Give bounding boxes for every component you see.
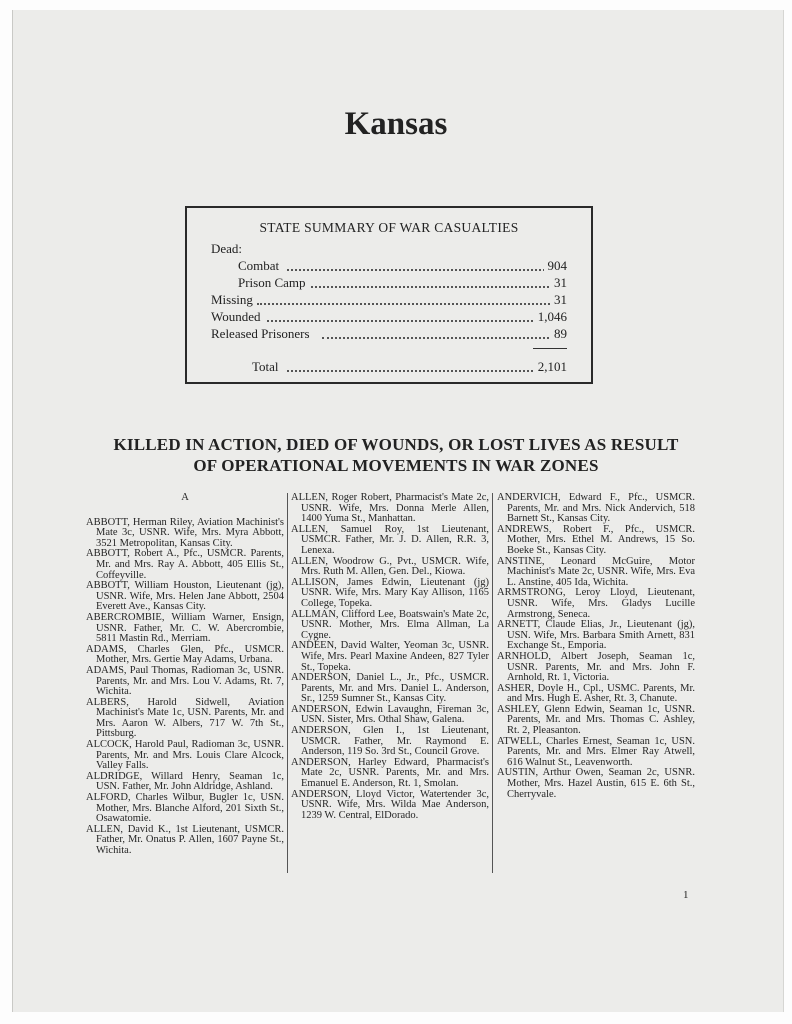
summary-row-value: 904 [544, 258, 568, 274]
casualty-entry: ANDERSON, Harley Edward, Pharmacist's Mate 2c, USNR. Parents, Mr. and Mrs. Emanuel E. Anderson, Rt. 1, Smolan. [291, 756, 489, 790]
casualty-entry: ABBOTT, Herman Riley, Aviation Machinist's Mate 3c, USNR. Wife, Mrs. Myra Abbott, 3521 Metropolitan, Kansas City. [86, 516, 284, 549]
leader-dots [307, 286, 561, 288]
casualty-entry: ALBERS, Harold Sidwell, Aviation Machinist's Mate 1c, USN. Parents, Mr. and Mrs. Aaron W. Albers, 717 W. 7th St., Pittsburg. [86, 696, 284, 740]
summary-row-label: Released Prisoners [211, 326, 313, 342]
casualty-entry: ALLEN, Roger Robert, Pharmacist's Mate 2c, USNR. Wife, Mrs. Donna Merle Allen, 1400 Yuma St., Manhattan. [291, 492, 489, 525]
casualty-summary-box [185, 206, 593, 384]
casualty-entry: ARNETT, Claude Elias, Jr., Lieutenant (jg), USN. Wife, Mrs. Barbara Smith Arnett, 831 Exchange St., Emporia. [497, 619, 695, 652]
name-column-2 [291, 493, 489, 821]
casualty-entry: ABBOTT, William Houston, Lieutenant (jg), USNR. Wife, Mrs. Helen Jane Abbott, 2504 Everett Ave., Kansas City. [86, 580, 284, 613]
column-divider [287, 493, 288, 873]
leader-dots [322, 337, 561, 339]
leader-dots [267, 320, 561, 322]
casualty-entry: AUSTIN, Arthur Owen, Seaman 2c, USNR. Mother, Mrs. Hazel Austin, 615 E. 6th St., Cherryvale. [497, 767, 695, 800]
total-rule [533, 348, 567, 349]
summary-row-label: Combat [238, 258, 282, 274]
section-heading-line: OF OPERATIONAL MOVEMENTS IN WAR ZONES [193, 456, 599, 475]
total-value: 2,101 [534, 359, 567, 375]
dead-label: Dead: [211, 241, 245, 257]
casualty-entry: ALLEN, David K., 1st Lieutenant, USMCR. Father, Mr. Onatus P. Allen, 1607 Payne St., Wichita. [86, 823, 284, 856]
leader-dots [287, 269, 561, 271]
summary-row-value: 31 [550, 275, 567, 291]
summary-row-label: Missing [211, 292, 256, 308]
casualty-entry: ANDERSON, Daniel L., Jr., Pfc., USMCR. Parents, Mr. and Mrs. Daniel L. Anderson, Sr., 1259 Sumner St., Kansas City. [291, 672, 489, 705]
summary-heading: STATE SUMMARY OF WAR CASUALTIES [259, 220, 519, 235]
casualty-entry: ADAMS, Paul Thomas, Radioman 3c, USNR. Parents, Mr. and Mrs. Lou V. Adams, Rt. 7, Wichita. [86, 664, 284, 698]
casualty-entry: ALLISON, James Edwin, Lieutenant (jg) USNR. Wife, Mrs. Mary Kay Allison, 1165 College, Topeka. [291, 576, 489, 609]
casualty-entry: ASHER, Doyle H., Cpl., USMC. Parents, Mr. and Mrs. Hugh E. Asher, Rt. 3, Chanute. [497, 682, 695, 705]
casualty-entry: ARMSTRONG, Leroy Lloyd, Lieutenant, USNR. Wife, Mrs. Gladys Lucille Armstrong, Seneca. [497, 587, 695, 620]
casualty-entry: ALCOCK, Harold Paul, Radioman 3c, USNR. Parents, Mr. and Mrs. Louis Clare Alcock, Valley Falls. [86, 739, 284, 772]
leader-dots [257, 303, 561, 305]
summary-dead-label [187, 241, 591, 257]
casualty-entry: ABERCROMBIE, William Warner, Ensign, USNR. Father, Mr. C. W. Abercrombie, 5811 Mastin Rd., Merriam. [86, 611, 284, 645]
summary-row-total [187, 359, 591, 375]
section-heading-line: KILLED IN ACTION, DIED OF WOUNDS, OR LOST LIVES AS RESULT [113, 435, 679, 454]
casualty-entry: ALLEN, Woodrow G., Pvt., USMCR. Wife, Mrs. Ruth M. Allen, Gen. Del., Kiowa. [291, 555, 489, 578]
summary-row-value: 1,046 [534, 309, 567, 325]
casualty-entry: ANDERSON, Glen I., 1st Lieutenant, USMCR. Father, Mr. Raymond E. Anderson, 119 So. 3rd St., Council Grove. [291, 725, 489, 758]
summary-row-label: Prison Camp [238, 275, 309, 291]
column-divider [492, 493, 493, 873]
total-label: Total [252, 359, 282, 375]
summary-row-wounded [187, 309, 591, 325]
name-column-3 [497, 493, 695, 800]
casualty-entry: ALFORD, Charles Wilbur, Bugler 1c, USN. Mother, Mrs. Blanche Alford, 201 Sixth St., Osawatomie. [86, 792, 284, 825]
alphabet-letter: A [181, 492, 189, 503]
summary-row-released-prisoners [187, 326, 591, 342]
leader-dots [287, 370, 561, 372]
casualty-entry: ANDERSON, Edwin Lavaughn, Fireman 3c, USN. Sister, Mrs. Othal Shaw, Galena. [291, 703, 489, 726]
casualty-entry: ATWELL, Charles Ernest, Seaman 1c, USN. Parents, Mr. and Mrs. Elmer Ray Atwell, 616 Walnut St., Leavenworth. [497, 735, 695, 768]
casualty-entry: ANDREWS, Robert F., Pfc., USMCR. Mother, Mrs. Ethel M. Andrews, 15 So. Boeke St., Kansas City. [497, 523, 695, 556]
casualty-entry: ADAMS, Charles Glen, Pfc., USMCR. Mother, Mrs. Gertie May Adams, Urbana. [86, 643, 284, 666]
casualty-entry: ANSTINE, Leonard McGuire, Motor Machinist's Mate 2c, USNR. Wife, Mrs. Eva L. Anstine, 405 Ida, Wichita. [497, 555, 695, 588]
casualty-entry: ALDRIDGE, Willard Henry, Seaman 1c, USN. Father, Mr. John Aldridge, Ashland. [86, 770, 284, 793]
summary-row-prison-camp [187, 275, 591, 291]
casualty-entry: ALLEN, Samuel Roy, 1st Lieutenant, USMCR. Father, Mr. J. D. Allen, R.R. 3, Lenexa. [291, 523, 489, 556]
casualty-entry: ALLMAN, Clifford Lee, Boatswain's Mate 2c, USNR. Mother, Mrs. Elma Allman, La Cygne. [291, 608, 489, 641]
casualty-entry: ASHLEY, Glenn Edwin, Seaman 1c, USNR. Parents, Mr. and Mrs. Thomas C. Ashley, Rt. 2, Pleasanton. [497, 703, 695, 737]
casualty-entry: ANDEEN, David Walter, Yeoman 3c, USNR. Wife, Mrs. Pearl Maxine Andeen, 827 Tyler St., Topeka. [291, 640, 489, 673]
casualty-entry: ANDERVICH, Edward F., Pfc., USMCR. Parents, Mr. and Mrs. Nick Andervich, 518 Barnett St., Kansas City. [497, 492, 695, 525]
summary-row-label: Wounded [211, 309, 264, 325]
name-column-1 [86, 493, 284, 857]
summary-row-combat [187, 258, 591, 274]
section-heading [0, 434, 792, 476]
page-number: 1 [683, 889, 689, 901]
casualty-entry: ARNHOLD, Albert Joseph, Seaman 1c, USNR. Parents, Mr. and Mrs. John F. Arnhold, Rt. 1, Victoria. [497, 650, 695, 684]
summary-row-value: 89 [550, 326, 567, 342]
casualty-entry: ABBOTT, Robert A., Pfc., USMCR. Parents, Mr. and Mrs. Ray A. Abbott, 405 Ellis St., Coffeyville. [86, 548, 284, 581]
page-title: Kansas [344, 106, 448, 142]
summary-row-value: 31 [550, 292, 567, 308]
summary-row-missing [187, 292, 591, 308]
casualty-entry: ANDERSON, Lloyd Victor, Watertender 3c, USNR. Wife, Mrs. Wilda Mae Anderson, 1239 W. Central, ElDorado. [291, 788, 489, 821]
